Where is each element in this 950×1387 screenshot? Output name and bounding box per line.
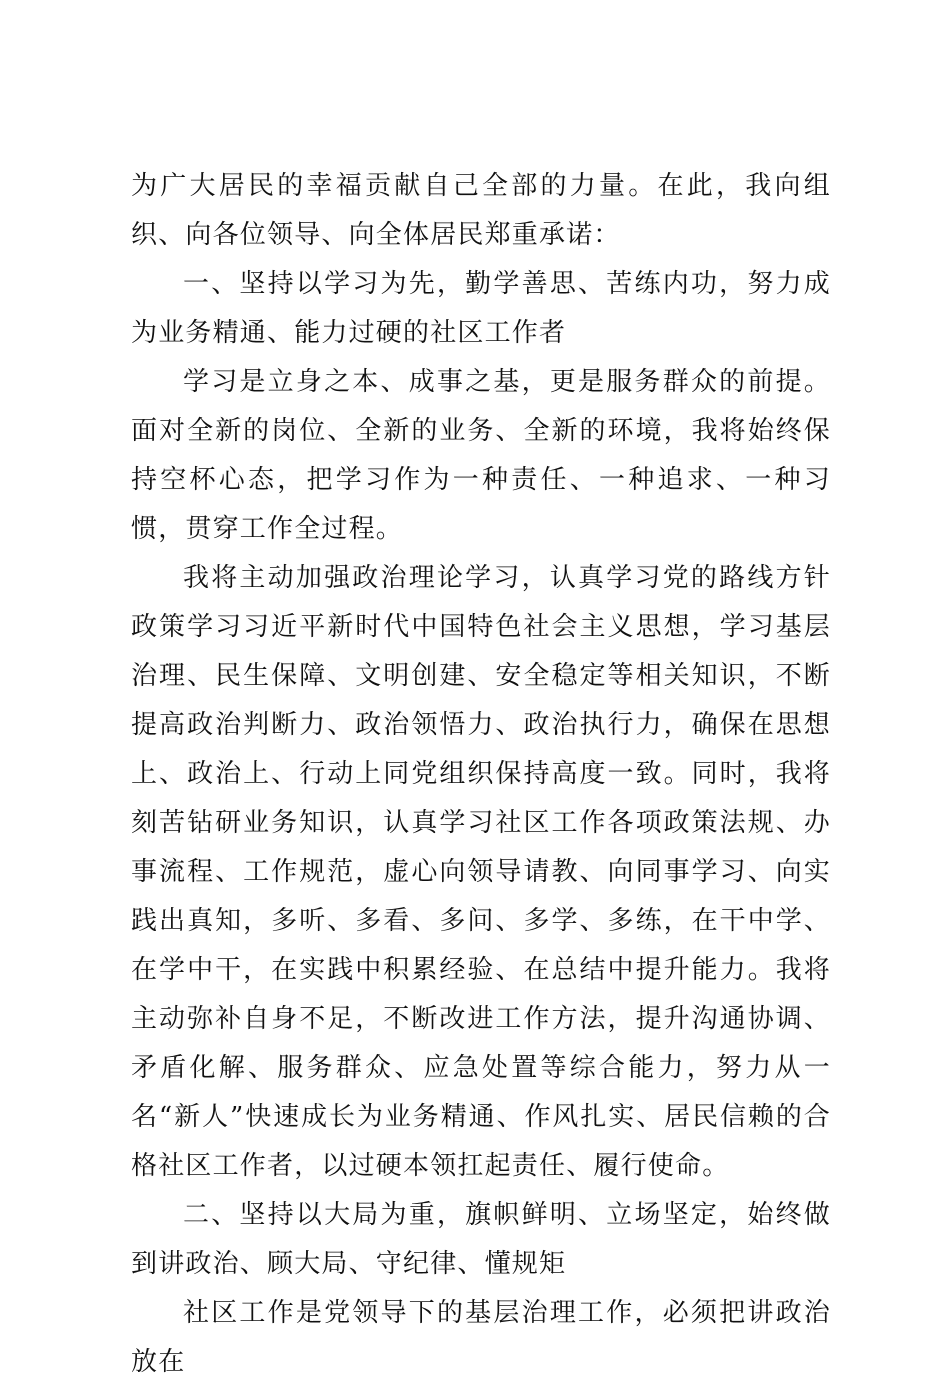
paragraph-learning-detail: 我将主动加强政治理论学习，认真学习党的路线方针政策学习习近平新时代中国特色社会主义思想，学习基层治理、民生保障、文明创建、安全稳定等相关知识，不断提高政治判断力、政治领悟力、政治执行力，确保在思想上、政治上、行动上同党组织保持高度一致。同时，我将刻苦钻研业务知识，认真学习社区工作各项政策法规、办事流程、工作规范，虚心向领导请教、向同事学习、向实践出真知，多听、多看、多问、多学、多练，在干中学、在学中干，在实践中积累经验、在总结中提升能力。我将主动弥补自身不足，不断改进工作方法，提升沟通协调、矛盾化解、服务群众、应急处置等综合能力，努力从一名“新人”快速成长为业务精通、作风扎实、居民信赖的合格社区工作者，以过硬本领扛起责任、履行使命。 xyxy=(131,563,831,1181)
paragraph-learning-intro: 学习是立身之本、成事之基，更是服务群众的前提。面对全新的岗位、全新的业务、全新的环境，我将始终保持空杯心态，把学习作为一种责任、一种追求、一种习惯，贯穿工作全过程。 xyxy=(131,367,831,544)
document-body xyxy=(131,162,831,1387)
paragraph-opening: 为广大居民的幸福贡献自己全部的力量。在此，我向组织、向各位领导、向全体居民郑重承诺： xyxy=(131,171,831,250)
section-heading-2: 二、坚持以大局为重，旗帜鲜明、立场坚定，始终做到讲政治、顾大局、守纪律、懂规矩 xyxy=(131,1200,831,1279)
paragraph-politics-intro: 社区工作是党领导下的基层治理工作，必须把讲政治放在 xyxy=(131,1298,831,1377)
section-heading-1: 一、坚持以学习为先，勤学善思、苦练内功，努力成为业务精通、能力过硬的社区工作者 xyxy=(131,269,831,348)
